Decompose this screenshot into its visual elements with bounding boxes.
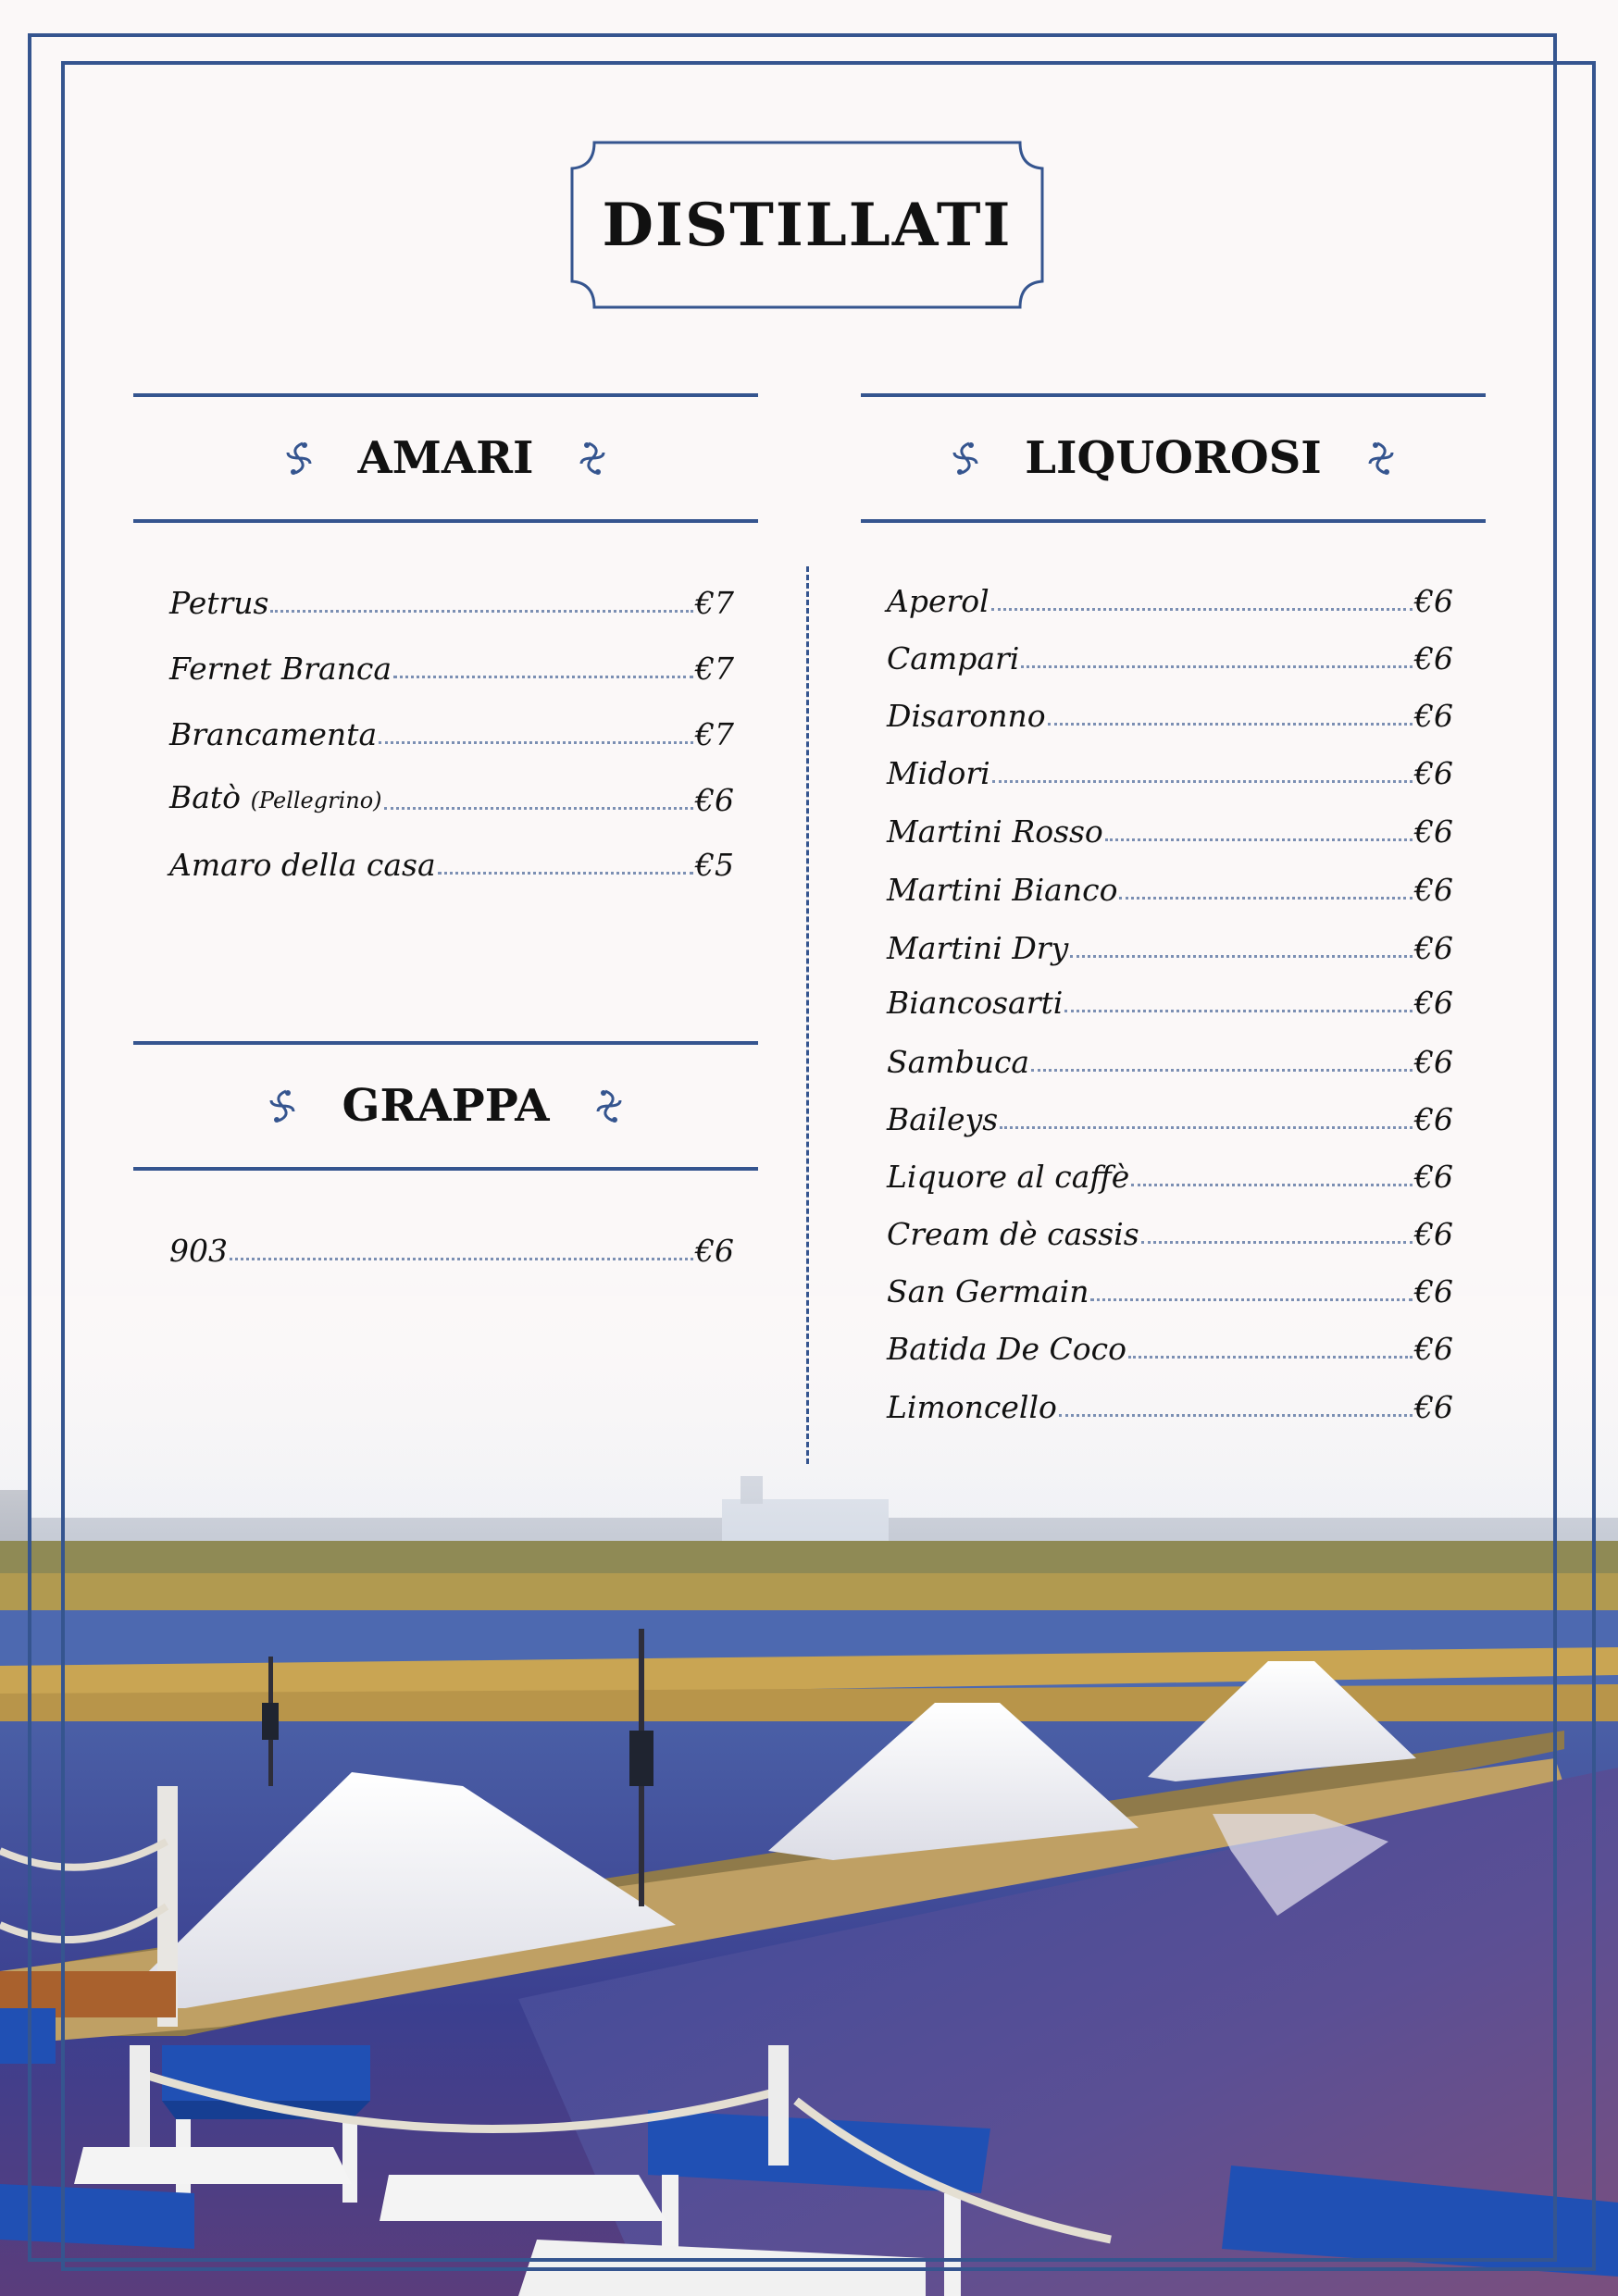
item-name: Martini Bianco (887, 872, 1118, 908)
item-name: Martini Dry (887, 930, 1069, 966)
item-price: €6 (1414, 640, 1453, 676)
item-price: €6 (1414, 1389, 1453, 1425)
item-price: €6 (1414, 813, 1453, 850)
item-note: (Pellegrino) (250, 788, 382, 813)
item-price: €6 (1414, 1101, 1453, 1137)
item-price: €6 (1414, 1273, 1453, 1309)
leader-dots (393, 676, 693, 678)
flourish-icon (1364, 440, 1396, 477)
section-title-liquorosi: LIQUOROSI (1025, 432, 1322, 484)
list-item (887, 1322, 1453, 1368)
column-divider (806, 566, 809, 1464)
item-name: Disaronno (887, 698, 1046, 734)
leader-dots (379, 741, 693, 744)
leader-dots (270, 610, 693, 613)
liquorosi-list (887, 574, 1453, 1444)
item-price: €6 (1414, 1044, 1453, 1080)
list-item (169, 707, 734, 753)
leader-dots (1141, 1241, 1413, 1244)
list-item (887, 746, 1453, 792)
list-item (887, 689, 1453, 735)
section-heading-liquorosi (861, 393, 1486, 523)
list-item (887, 1264, 1453, 1310)
item-name: Martini Rosso (887, 813, 1103, 850)
item-name: Campari (887, 640, 1020, 676)
item-name: Midori (887, 755, 990, 791)
item-price: €6 (1414, 1159, 1453, 1195)
item-name: Batida De Coco (887, 1331, 1126, 1367)
flourish-icon (284, 440, 316, 477)
item-name: Cream dè cassis (887, 1216, 1139, 1252)
item-name: 903 (169, 1233, 228, 1269)
section-title-grappa: GRAPPA (342, 1080, 550, 1132)
list-item (169, 576, 734, 622)
flourish-icon (592, 1087, 624, 1124)
leader-dots (992, 780, 1413, 783)
leader-dots (1105, 838, 1413, 841)
list-item (169, 838, 734, 884)
leader-dots (1070, 955, 1413, 958)
list-item (887, 1380, 1453, 1426)
list-item (887, 921, 1453, 967)
item-name: Limoncello (887, 1389, 1057, 1425)
leader-dots (230, 1258, 693, 1260)
item-name: Aperol (887, 583, 989, 619)
grappa-list (169, 1223, 734, 1279)
leader-dots (1048, 723, 1413, 726)
item-price: €6 (1414, 872, 1453, 908)
leader-dots (1131, 1184, 1413, 1186)
list-item (887, 1092, 1453, 1138)
list-item (887, 1207, 1453, 1253)
leader-dots (384, 807, 693, 810)
leader-dots (1119, 897, 1413, 900)
flourish-icon (576, 440, 607, 477)
item-price: €6 (1414, 755, 1453, 791)
section-heading-grappa (133, 1041, 758, 1171)
item-price: €6 (1414, 698, 1453, 734)
item-price: €6 (1414, 1331, 1453, 1367)
leader-dots (1021, 665, 1413, 668)
list-item (887, 1035, 1453, 1081)
list-item (169, 773, 734, 819)
list-item (169, 641, 734, 688)
item-price: €6 (1414, 930, 1453, 966)
list-item (887, 574, 1453, 620)
item-price: €6 (695, 1233, 734, 1269)
list-item (887, 804, 1453, 850)
item-name: Amaro della casa (169, 847, 436, 883)
item-name: Baileys (887, 1101, 999, 1137)
list-item (169, 1223, 734, 1270)
item-name: Petrus (169, 585, 269, 621)
leader-dots (1090, 1298, 1413, 1301)
item-price: €7 (695, 716, 734, 752)
item-price: €7 (695, 651, 734, 687)
flourish-icon (268, 1087, 299, 1124)
section-heading-amari (133, 393, 758, 523)
item-name: San Germain (887, 1273, 1089, 1309)
leader-dots (1031, 1069, 1413, 1072)
item-name: Sambuca (887, 1044, 1030, 1080)
page-title: DISTILLATI (602, 190, 1013, 260)
item-price: €6 (695, 782, 734, 818)
leader-dots (991, 608, 1413, 611)
item-name: Brancamenta (169, 716, 378, 752)
item-name: Fernet Branca (169, 651, 392, 687)
list-item (887, 631, 1453, 677)
amari-list (169, 576, 734, 881)
leader-dots (1000, 1126, 1413, 1129)
list-item (887, 863, 1453, 909)
item-name: Batò (Pellegrino) (169, 779, 382, 815)
list-item (887, 1149, 1453, 1196)
item-price: €7 (695, 585, 734, 621)
item-price: €6 (1414, 985, 1453, 1021)
section-title-amari: AMARI (357, 432, 534, 484)
item-name: Biancosarti (887, 985, 1064, 1021)
leader-dots (1059, 1414, 1413, 1417)
item-name: Liquore al caffè (887, 1159, 1130, 1195)
list-item (887, 975, 1453, 1022)
title-box (566, 139, 1048, 311)
leader-dots (1064, 1010, 1413, 1012)
item-price: €6 (1414, 1216, 1453, 1252)
leader-dots (438, 872, 693, 875)
item-price: €6 (1414, 583, 1453, 619)
leader-dots (1128, 1356, 1413, 1359)
item-price: €5 (695, 847, 734, 883)
flourish-icon (951, 440, 982, 477)
